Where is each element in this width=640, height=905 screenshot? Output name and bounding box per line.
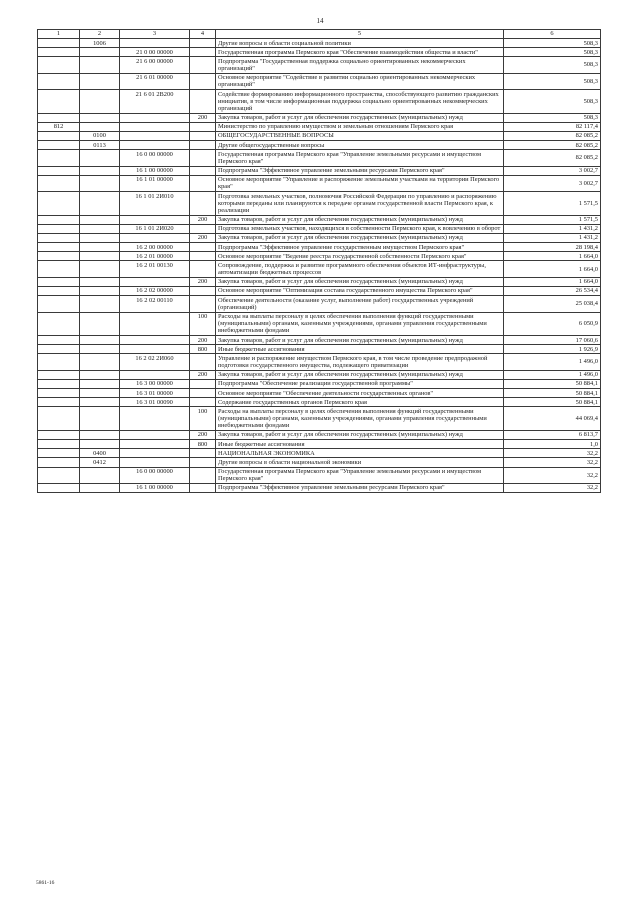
expense-type-cell: [190, 261, 216, 277]
item-name-cell: Другие вопросы в области национальной экономики: [216, 458, 504, 467]
section-code-cell: [80, 261, 120, 277]
section-code-cell: [80, 243, 120, 252]
amount-cell: 50 884,1: [504, 389, 601, 398]
amount-cell: 82 085,2: [504, 131, 601, 140]
ministry-code-cell: [38, 286, 80, 295]
table-row: [38, 449, 601, 458]
target-article-cell: 16 1 00 00000: [120, 483, 190, 492]
ministry-code-cell: [38, 131, 80, 140]
expense-type-cell: [190, 389, 216, 398]
table-row: [38, 261, 601, 277]
expense-type-cell: [190, 467, 216, 483]
ministry-code-cell: [38, 48, 80, 57]
section-code-cell: [80, 467, 120, 483]
target-article-cell: 21 6 00 00000: [120, 57, 190, 73]
amount-cell: 82 085,2: [504, 141, 601, 150]
amount-cell: 508,3: [504, 113, 601, 122]
item-name-cell: НАЦИОНАЛЬНАЯ ЭКОНОМИКА: [216, 449, 504, 458]
target-article-cell: [120, 215, 190, 224]
footer-code: 5861-16: [36, 880, 55, 886]
item-name-cell: Министерство по управлению имуществом и земельным отношениям Пермского края: [216, 122, 504, 131]
section-code-cell: [80, 122, 120, 131]
section-code-cell: [80, 389, 120, 398]
section-code-cell: [80, 192, 120, 216]
table-row: [38, 233, 601, 242]
amount-cell: 1 664,0: [504, 252, 601, 261]
header-col-1: 1: [38, 30, 80, 39]
table-row: [38, 379, 601, 388]
expense-type-cell: [190, 90, 216, 114]
ministry-code-cell: [38, 379, 80, 388]
amount-cell: 6 813,7: [504, 430, 601, 439]
item-name-cell: Государственная программа Пермского края "Управление земельными ресурсами и имуществом Пермского края": [216, 150, 504, 166]
target-article-cell: 16 3 01 00090: [120, 398, 190, 407]
amount-cell: 3 002,7: [504, 166, 601, 175]
target-article-cell: [120, 345, 190, 354]
table-row: [38, 57, 601, 73]
expense-type-cell: [190, 224, 216, 233]
table-row: [38, 407, 601, 431]
item-name-cell: Расходы на выплаты персоналу в целях обеспечения выполнения функций государственными (муниципальными) органами, казенными учреждениями, органами управления государственными внебюджетными фондами: [216, 407, 504, 431]
section-code-cell: [80, 215, 120, 224]
amount-cell: 1 926,9: [504, 345, 601, 354]
amount-cell: 508,3: [504, 48, 601, 57]
amount-cell: 1 496,0: [504, 354, 601, 370]
section-code-cell: [80, 286, 120, 295]
expense-type-cell: [190, 252, 216, 261]
expense-type-cell: [190, 131, 216, 140]
amount-cell: 1 571,5: [504, 192, 601, 216]
section-code-cell: [80, 90, 120, 114]
item-name-cell: Подпрограмма "Государственная поддержка социально ориентированных некоммерческих организаций": [216, 57, 504, 73]
table-row: [38, 122, 601, 131]
table-row: [38, 296, 601, 312]
target-article-cell: 21 0 00 00000: [120, 48, 190, 57]
amount-cell: 50 884,1: [504, 398, 601, 407]
expense-type-cell: [190, 141, 216, 150]
item-name-cell: Сопровождение, поддержка и развитие программного обеспечения объектов ИТ-инфраструктуры, автоматизации бюджетных процессов: [216, 261, 504, 277]
ministry-code-cell: 812: [38, 122, 80, 131]
target-article-cell: [120, 141, 190, 150]
table-row: [38, 192, 601, 216]
ministry-code-cell: [38, 407, 80, 431]
section-code-cell: 0400: [80, 449, 120, 458]
table-body: [38, 39, 601, 493]
expense-type-cell: [190, 122, 216, 131]
table-row: [38, 458, 601, 467]
expense-type-cell: [190, 166, 216, 175]
expense-type-cell: 200: [190, 277, 216, 286]
table-row: [38, 224, 601, 233]
section-code-cell: [80, 277, 120, 286]
item-name-cell: Подпрограмма "Эффективное управление земельными ресурсами Пермского края": [216, 483, 504, 492]
ministry-code-cell: [38, 370, 80, 379]
section-code-cell: [80, 175, 120, 191]
item-name-cell: Иные бюджетные ассигнования: [216, 440, 504, 449]
expense-type-cell: [190, 483, 216, 492]
expense-type-cell: 200: [190, 233, 216, 242]
ministry-code-cell: [38, 90, 80, 114]
target-article-cell: 16 1 01 2И020: [120, 224, 190, 233]
ministry-code-cell: [38, 175, 80, 191]
item-name-cell: Подготовка земельных участков, находящихся в собственности Пермского края, к вовлечению в оборот: [216, 224, 504, 233]
item-name-cell: Подготовка земельных участков, полномочия Российской Федерации по управлению и распоряжению которыми переданы или планируются к передаче органам государственной власти Пермского края, к реализации: [216, 192, 504, 216]
item-name-cell: Основное мероприятие "Ведение реестра государственной собственности Пермского края": [216, 252, 504, 261]
section-code-cell: 0113: [80, 141, 120, 150]
amount-cell: 32,2: [504, 449, 601, 458]
item-name-cell: Закупка товаров, работ и услуг для обеспечения государственных (муниципальных) нужд: [216, 277, 504, 286]
item-name-cell: Расходы на выплаты персоналу в целях обеспечения выполнения функций государственными (муниципальными) органами, казенными учреждениями, органами управления государственными внебюджетными фондами: [216, 312, 504, 336]
table-row: [38, 243, 601, 252]
ministry-code-cell: [38, 312, 80, 336]
item-name-cell: Закупка товаров, работ и услуг для обеспечения государственных (муниципальных) нужд: [216, 113, 504, 122]
ministry-code-cell: [38, 141, 80, 150]
ministry-code-cell: [38, 243, 80, 252]
ministry-code-cell: [38, 389, 80, 398]
table-row: [38, 345, 601, 354]
section-code-cell: [80, 430, 120, 439]
target-article-cell: [120, 336, 190, 345]
amount-cell: 25 038,4: [504, 296, 601, 312]
item-name-cell: Другие общегосударственные вопросы: [216, 141, 504, 150]
section-code-cell: [80, 166, 120, 175]
target-article-cell: 16 2 01 00000: [120, 252, 190, 261]
ministry-code-cell: [38, 483, 80, 492]
header-col-5: 5: [216, 30, 504, 39]
item-name-cell: Другие вопросы в области социальной политики: [216, 39, 504, 48]
target-article-cell: [120, 430, 190, 439]
ministry-code-cell: [38, 336, 80, 345]
target-article-cell: [120, 233, 190, 242]
target-article-cell: [120, 312, 190, 336]
table-row: [38, 166, 601, 175]
amount-cell: 17 060,6: [504, 336, 601, 345]
table-row: [38, 215, 601, 224]
amount-cell: 50 884,1: [504, 379, 601, 388]
expense-type-cell: [190, 39, 216, 48]
amount-cell: 508,3: [504, 39, 601, 48]
expense-type-cell: 200: [190, 215, 216, 224]
amount-cell: 1 664,0: [504, 277, 601, 286]
amount-cell: 28 198,4: [504, 243, 601, 252]
header-col-4: 4: [190, 30, 216, 39]
item-name-cell: Управление и распоряжение имуществом Пермского края, в том числе проведение предпродажной подготовки государственного имущества, подлежащего приватизации: [216, 354, 504, 370]
section-code-cell: [80, 233, 120, 242]
amount-cell: 1 664,0: [504, 261, 601, 277]
section-code-cell: [80, 73, 120, 89]
section-code-cell: [80, 398, 120, 407]
item-name-cell: Основное мероприятие "Управление и распоряжение земельными участками на территории Пермского края": [216, 175, 504, 191]
item-name-cell: Государственная программа Пермского края "Обеспечение взаимодействия общества и власти": [216, 48, 504, 57]
section-code-cell: [80, 336, 120, 345]
amount-cell: 508,3: [504, 90, 601, 114]
target-article-cell: [120, 122, 190, 131]
ministry-code-cell: [38, 224, 80, 233]
page-number: 14: [316, 17, 324, 25]
expense-type-cell: 800: [190, 440, 216, 449]
target-article-cell: [120, 407, 190, 431]
table-row: [38, 398, 601, 407]
section-code-cell: [80, 48, 120, 57]
table-header-row: [38, 30, 601, 39]
table-row: [38, 430, 601, 439]
expense-type-cell: [190, 48, 216, 57]
ministry-code-cell: [38, 296, 80, 312]
item-name-cell: Подпрограмма "Эффективное управление земельными ресурсами Пермского края": [216, 166, 504, 175]
section-code-cell: [80, 150, 120, 166]
amount-cell: 3 002,7: [504, 175, 601, 191]
target-article-cell: [120, 277, 190, 286]
ministry-code-cell: [38, 252, 80, 261]
section-code-cell: [80, 252, 120, 261]
budget-table: [37, 29, 601, 493]
expense-type-cell: 200: [190, 336, 216, 345]
target-article-cell: 16 3 01 00000: [120, 389, 190, 398]
target-article-cell: [120, 449, 190, 458]
section-code-cell: [80, 483, 120, 492]
table-row: [38, 312, 601, 336]
ministry-code-cell: [38, 73, 80, 89]
target-article-cell: [120, 131, 190, 140]
item-name-cell: Содержание государственных органов Пермского края: [216, 398, 504, 407]
expense-type-cell: [190, 398, 216, 407]
ministry-code-cell: [38, 57, 80, 73]
header-col-6: 6: [504, 30, 601, 39]
table-row: [38, 286, 601, 295]
target-article-cell: [120, 113, 190, 122]
table-row: [38, 354, 601, 370]
target-article-cell: 16 0 00 00000: [120, 467, 190, 483]
ministry-code-cell: [38, 261, 80, 277]
expense-type-cell: [190, 449, 216, 458]
ministry-code-cell: [38, 440, 80, 449]
item-name-cell: Содействие формированию информационного пространства, способствующего развитию гражданских инициатив, в том числе информационная поддержка социально ориентированных некоммерческих организаций: [216, 90, 504, 114]
expense-type-cell: [190, 192, 216, 216]
item-name-cell: Основное мероприятие "Обеспечение деятельности государственных органов": [216, 389, 504, 398]
target-article-cell: 16 2 02 00000: [120, 286, 190, 295]
expense-type-cell: [190, 286, 216, 295]
item-name-cell: Закупка товаров, работ и услуг для обеспечения государственных (муниципальных) нужд: [216, 336, 504, 345]
amount-cell: 82 085,2: [504, 150, 601, 166]
table-row: [38, 39, 601, 48]
item-name-cell: Основное мероприятие "Содействие в развитии социально ориентированных некоммерческих организаций": [216, 73, 504, 89]
target-article-cell: 16 1 00 00000: [120, 166, 190, 175]
ministry-code-cell: [38, 166, 80, 175]
expense-type-cell: [190, 458, 216, 467]
section-code-cell: 1006: [80, 39, 120, 48]
table-row: [38, 131, 601, 140]
target-article-cell: 21 6 01 00000: [120, 73, 190, 89]
amount-cell: 32,2: [504, 467, 601, 483]
expense-type-cell: 200: [190, 370, 216, 379]
table-row: [38, 150, 601, 166]
item-name-cell: ОБЩЕГОСУДАРСТВЕННЫЕ ВОПРОСЫ: [216, 131, 504, 140]
section-code-cell: [80, 224, 120, 233]
item-name-cell: Подпрограмма "Обеспечение реализации государственной программы": [216, 379, 504, 388]
ministry-code-cell: [38, 430, 80, 439]
table-row: [38, 252, 601, 261]
target-article-cell: 16 0 00 00000: [120, 150, 190, 166]
target-article-cell: [120, 370, 190, 379]
amount-cell: 26 534,4: [504, 286, 601, 295]
expense-type-cell: [190, 243, 216, 252]
ministry-code-cell: [38, 354, 80, 370]
expense-type-cell: [190, 150, 216, 166]
section-code-cell: [80, 296, 120, 312]
table-row: [38, 90, 601, 114]
table-row: [38, 467, 601, 483]
table-row: [38, 483, 601, 492]
table-row: [38, 141, 601, 150]
expense-type-cell: [190, 296, 216, 312]
target-article-cell: 16 1 01 2И010: [120, 192, 190, 216]
item-name-cell: Обеспечение деятельности (оказание услуг, выполнение работ) государственных учреждений (организаций): [216, 296, 504, 312]
amount-cell: 1 431,2: [504, 224, 601, 233]
amount-cell: 1 431,2: [504, 233, 601, 242]
table-row: [38, 175, 601, 191]
target-article-cell: [120, 458, 190, 467]
table-row: [38, 389, 601, 398]
header-col-2: 2: [80, 30, 120, 39]
ministry-code-cell: [38, 192, 80, 216]
expense-type-cell: [190, 73, 216, 89]
section-code-cell: [80, 113, 120, 122]
target-article-cell: 16 2 02 2И060: [120, 354, 190, 370]
item-name-cell: Закупка товаров, работ и услуг для обеспечения государственных (муниципальных) нужд: [216, 430, 504, 439]
expense-type-cell: 800: [190, 345, 216, 354]
target-article-cell: [120, 39, 190, 48]
section-code-cell: [80, 370, 120, 379]
target-article-cell: [120, 440, 190, 449]
section-code-cell: [80, 57, 120, 73]
section-code-cell: [80, 440, 120, 449]
amount-cell: 1,0: [504, 440, 601, 449]
target-article-cell: 16 2 01 00130: [120, 261, 190, 277]
section-code-cell: [80, 312, 120, 336]
ministry-code-cell: [38, 345, 80, 354]
target-article-cell: 16 2 00 00000: [120, 243, 190, 252]
expense-type-cell: [190, 175, 216, 191]
table-row: [38, 48, 601, 57]
ministry-code-cell: [38, 467, 80, 483]
expense-type-cell: [190, 57, 216, 73]
item-name-cell: Закупка товаров, работ и услуг для обеспечения государственных (муниципальных) нужд: [216, 215, 504, 224]
target-article-cell: 21 6 01 2В200: [120, 90, 190, 114]
expense-type-cell: 200: [190, 430, 216, 439]
amount-cell: 508,3: [504, 57, 601, 73]
amount-cell: 32,2: [504, 458, 601, 467]
table-row: [38, 113, 601, 122]
ministry-code-cell: [38, 277, 80, 286]
item-name-cell: Подпрограмма "Эффективное управление государственным имуществом Пермского края": [216, 243, 504, 252]
table-row: [38, 440, 601, 449]
amount-cell: 32,2: [504, 483, 601, 492]
section-code-cell: [80, 354, 120, 370]
ministry-code-cell: [38, 113, 80, 122]
ministry-code-cell: [38, 215, 80, 224]
item-name-cell: Закупка товаров, работ и услуг для обеспечения государственных (муниципальных) нужд: [216, 233, 504, 242]
header-col-3: 3: [120, 30, 190, 39]
item-name-cell: Иные бюджетные ассигнования: [216, 345, 504, 354]
amount-cell: 1 571,5: [504, 215, 601, 224]
target-article-cell: 16 2 02 00110: [120, 296, 190, 312]
item-name-cell: Государственная программа Пермского края "Управление земельными ресурсами и имуществом Пермского края": [216, 467, 504, 483]
table-row: [38, 277, 601, 286]
section-code-cell: [80, 345, 120, 354]
table-row: [38, 73, 601, 89]
target-article-cell: 16 1 01 00000: [120, 175, 190, 191]
expense-type-cell: [190, 379, 216, 388]
amount-cell: 44 069,4: [504, 407, 601, 431]
ministry-code-cell: [38, 449, 80, 458]
ministry-code-cell: [38, 150, 80, 166]
ministry-code-cell: [38, 233, 80, 242]
section-code-cell: 0100: [80, 131, 120, 140]
ministry-code-cell: [38, 398, 80, 407]
section-code-cell: [80, 407, 120, 431]
amount-cell: 508,3: [504, 73, 601, 89]
table-row: [38, 336, 601, 345]
ministry-code-cell: [38, 458, 80, 467]
expense-type-cell: 100: [190, 312, 216, 336]
section-code-cell: 0412: [80, 458, 120, 467]
amount-cell: 6 050,9: [504, 312, 601, 336]
item-name-cell: Закупка товаров, работ и услуг для обеспечения государственных (муниципальных) нужд: [216, 370, 504, 379]
amount-cell: 1 496,0: [504, 370, 601, 379]
table-row: [38, 370, 601, 379]
section-code-cell: [80, 379, 120, 388]
item-name-cell: Основное мероприятие "Оптимизация состава государственного имущества Пермского края": [216, 286, 504, 295]
expense-type-cell: 200: [190, 113, 216, 122]
expense-type-cell: [190, 354, 216, 370]
target-article-cell: 16 3 00 00000: [120, 379, 190, 388]
expense-type-cell: 100: [190, 407, 216, 431]
ministry-code-cell: [38, 39, 80, 48]
amount-cell: 82 117,4: [504, 122, 601, 131]
